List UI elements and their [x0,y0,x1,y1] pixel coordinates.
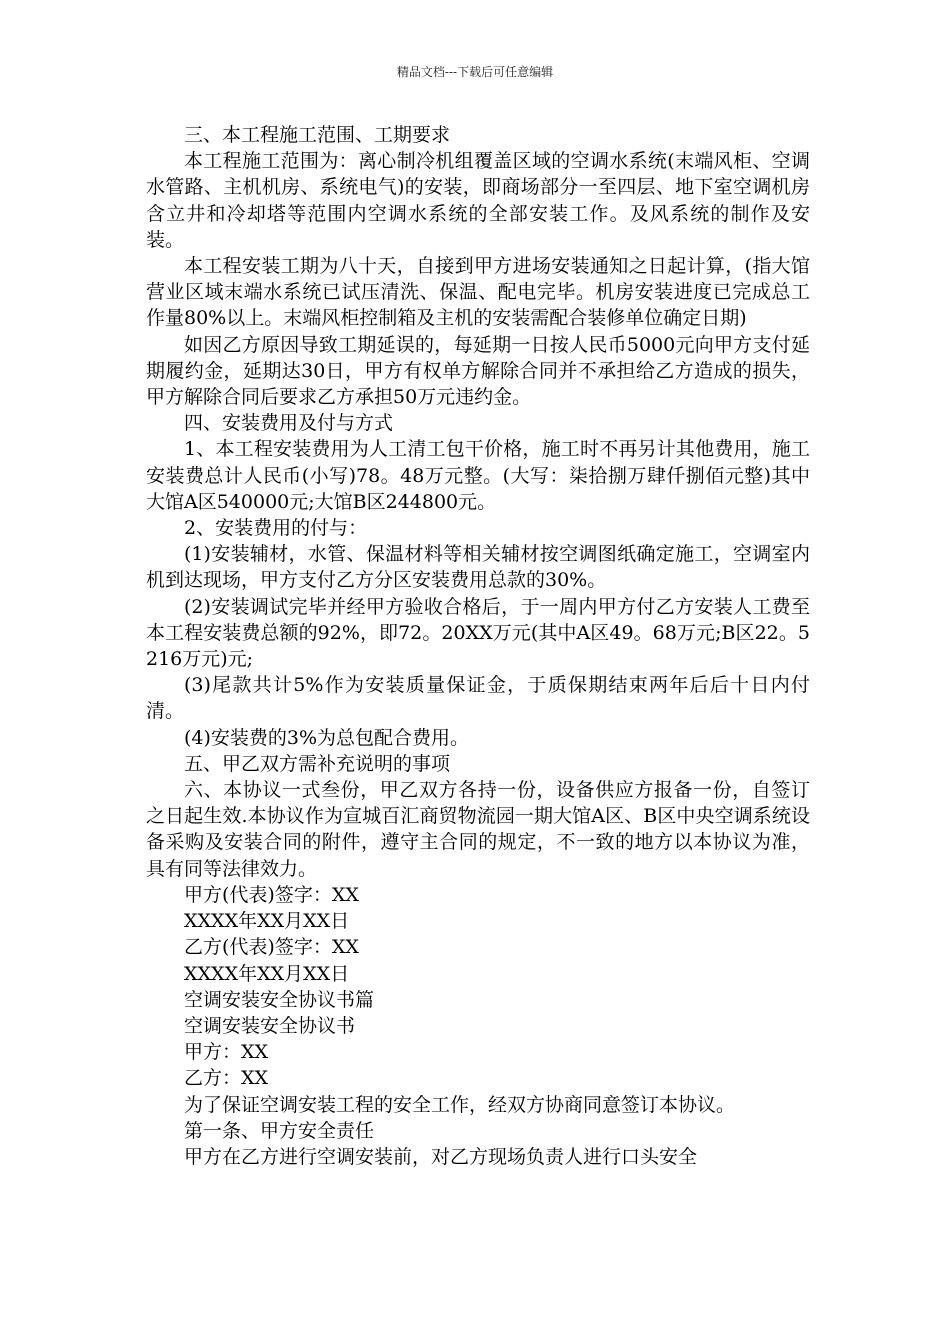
paragraph: (4)安装费的3%为总包配合费用。 [184,726,470,749]
section-heading-5: 五、甲乙双方需补充说明的事项 [184,752,451,775]
paragraph: 本工程安装工期为八十天，自接到甲方进场安装通知之日起计算，(指大馆营业区域末端水系统已试压清洗、保温、配电完毕。机房安装进度已完成总工作量80%以上。末端风柜控制箱及主机的安装需配合装修单位确定日期) [146,255,810,330]
paragraph: 甲方在乙方进行空调安装前，对乙方现场负责人进行口头安全 [184,1145,698,1168]
section-heading-3: 三、本工程施工范围、工期要求 [184,124,451,146]
document-title: 空调安装安全协议书 [184,1014,356,1037]
signature-party-a: 甲方(代表)签字：XX [184,883,359,906]
paragraph: (3)尾款共计5%作为安装质量保证金，于质保期结束两年后后十日内付清。 [146,674,810,723]
party-a: 甲方：XX [184,1041,269,1064]
article-heading-1: 第一条、甲方安全责任 [184,1119,375,1142]
party-b: 乙方：XX [184,1067,269,1090]
paragraph: 如因乙方原因导致工期延误的，每延期一日按人民币5000元向甲方支付延期履约金，延期达30日，甲方有权单方解除合同并不承担给乙方造成的损失，甲方解除合同后要求乙方承担50万元违约金。 [146,333,810,409]
page-header: 精品文档---下载后可任意编辑 [396,65,554,79]
signature-date-a: XXXX年XX月XX日 [184,910,350,933]
document-title-line: 空调安装安全协议书篇 [184,988,375,1011]
paragraph: 1、本工程安装费用为人工清工包干价格，施工时不再另计其他费用，施工安装费总计人民币(小写)78。48万元整。(大写：柒拾捌万肆仟捌佰元整)其中大馆A区540000元;大馆B区244800元。 [146,438,810,513]
section-heading-4: 四、安装费用及付与方式 [184,412,394,435]
paragraph: (2)安装调试完毕并经甲方验收合格后，于一周内甲方付乙方安装人工费至本工程安装费总额的92%，即72。20XX万元(其中A区49。68万元;B区22。5216万元)元; [146,595,810,671]
paragraph: 本工程施工范围为：离心制冷机组覆盖区域的空调水系统(末端风柜、空调水管路、主机机房、系统电气)的安装，即商场部分一至四层、地下室空调机房含立井和冷却塔等范围内空调水系统的全部安装工作。及风系统的制作及安装。 [146,150,810,251]
paragraph: (1)安装辅材，水管、保温材料等相关辅材按空调图纸确定施工，空调室内机到达现场，甲方支付乙方分区安装费用总款的30%。 [146,543,810,592]
signature-date-b: XXXX年XX月XX日 [184,962,350,985]
document-body [146,122,810,1170]
paragraph: 为了保证空调安装工程的安全工作，经双方协商同意签订本协议。 [184,1093,736,1116]
paragraph: 2、安装费用的付与： [184,517,368,540]
section-heading-6: 六、本协议一式叁份，甲乙双方各持一份，设备供应方报备一份，自签订之日起生效.本协议作为宣城百汇商贸物流园一期大馆A区、B区中央空调系统设备采购及安装合同的附件，遵守主合同的规定，不一致的地方以本协议为准，具有同等法律效力。 [146,779,810,880]
signature-party-b: 乙方(代表)签字：XX [184,936,359,959]
